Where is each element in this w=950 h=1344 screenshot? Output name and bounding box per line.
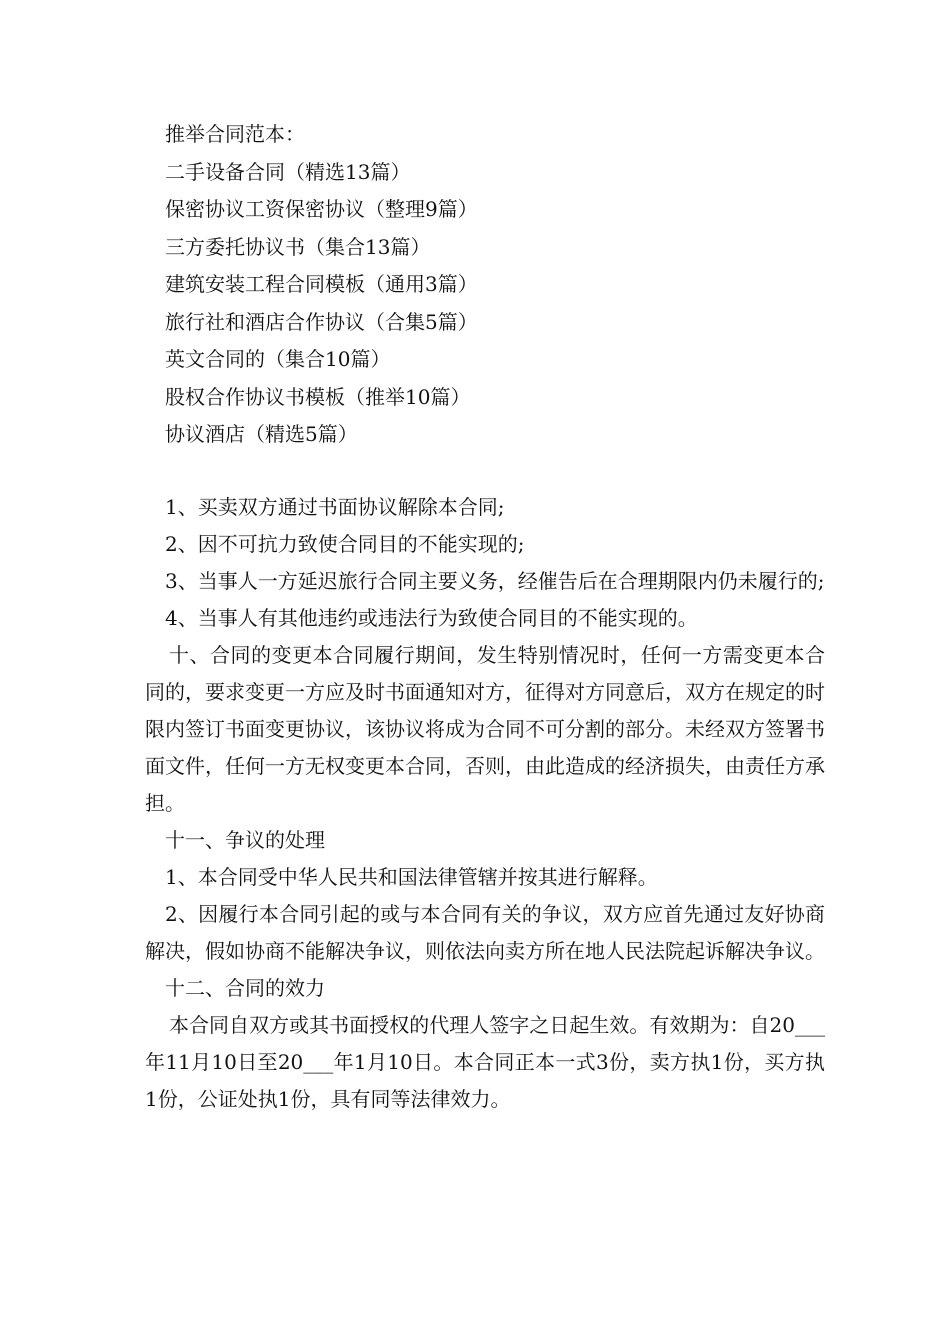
clause-termination-4: 4、当事人有其他违约或违法行为致使合同目的不能实现的。 [165, 606, 698, 630]
recommended-item[interactable]: 股权合作协议书模板（推举10篇） [165, 384, 471, 409]
recommended-templates-list [145, 116, 825, 454]
section-11-heading: 十一、争议的处理 [165, 828, 325, 852]
contract-body [145, 489, 825, 1118]
section-10-contract-change: 十、合同的变更本合同履行期间，发生特别情况时，任何一方需变更本合同的，要求变更一方应及时书面通知对方，征得对方同意后，双方在规定的时限内签订书面变更协议，该协议将成为合同不可分割的部分。未经双方签署书面文件，任何一方无权变更本合同，否则，由此造成的经济损失，由责任方承担。 [145, 643, 825, 815]
recommended-item[interactable]: 三方委托协议书（集合13篇） [165, 234, 431, 259]
recommended-item[interactable]: 建筑安装工程合同模板（通用3篇） [165, 272, 478, 296]
recommended-heading: 推举合同范本： [165, 122, 305, 146]
clause-termination-2: 2、因不可抗力致使合同目的不能实现的; [165, 532, 525, 556]
validity-clause: 本合同自双方或其书面授权的代理人签字之日起生效。有效期为：自20___年11月10日至20___年1月10日。本合同正本一式3份，卖方执1份，买方执1份，公证处执1份，具有同等法律效力。 [145, 1013, 825, 1111]
recommended-item[interactable]: 保密协议工资保密协议（整理9篇） [165, 197, 478, 221]
clause-termination-1: 1、买卖双方通过书面协议解除本合同; [165, 495, 505, 519]
dispute-clause-1: 1、本合同受中华人民共和国法律管辖并按其进行解释。 [165, 865, 658, 889]
recommended-item[interactable]: 二手设备合同（精选13篇） [165, 159, 411, 184]
recommended-item[interactable]: 英文合同的（集合10篇） [165, 347, 391, 371]
clause-termination-3: 3、当事人一方延迟旅行合同主要义务，经催告后在合理期限内仍未履行的; [165, 569, 825, 593]
dispute-clause-2: 2、因履行本合同引起的或与本合同有关的争议，双方应首先通过友好协商解决，假如协商不能解决争议，则依法向卖方所在地人民法院起诉解决争议。 [145, 902, 825, 963]
recommended-item[interactable]: 协议酒店（精选5篇） [165, 422, 358, 446]
recommended-item[interactable]: 旅行社和酒店合作协议（合集5篇） [165, 309, 478, 334]
section-12-heading: 十二、合同的效力 [165, 976, 325, 1000]
